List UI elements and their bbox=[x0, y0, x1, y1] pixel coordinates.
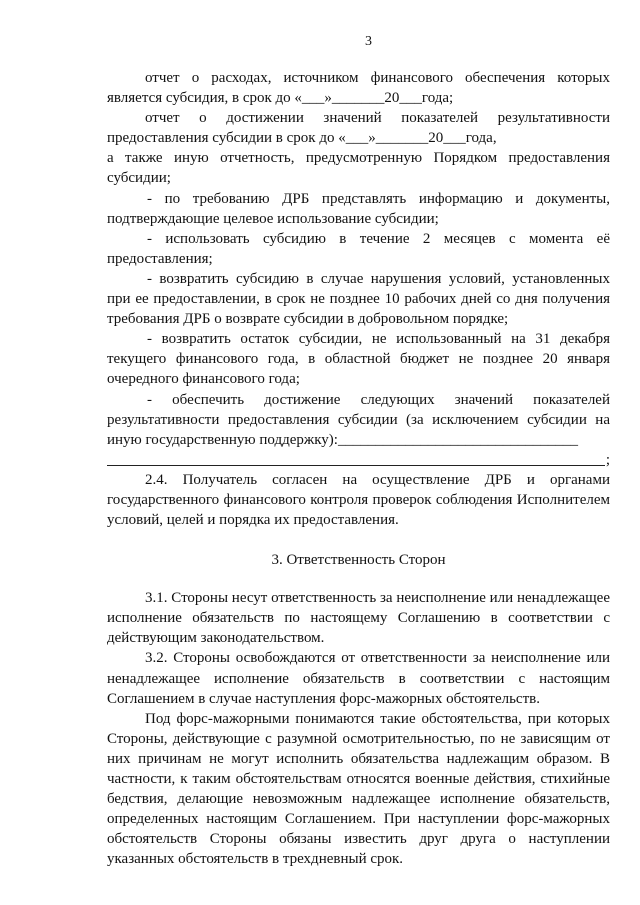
other-reporting-paragraph: а также иную отчетность, предусмотренную Порядком предоставления субсидии; bbox=[107, 150, 610, 187]
clause-3-2-paragraph: 3.2. Стороны освобождаются от ответственности за неисполнение или ненадлежащее исполнение обязательств в соответствии с настоящим Соглашением в случае наступления форс-мажорных обстоятельств. bbox=[107, 650, 610, 707]
use-subsidy-item: - использовать субсидию в течение 2 месяцев с момента её предоставления; bbox=[107, 230, 610, 267]
return-subsidy-item: - возвратить субсидию в случае нарушения условий, установленных при ее предоставлении, в срок не позднее 10 рабочих дней со дня получения требования ДРБ о возврате субсидии в добровольном порядке; bbox=[107, 270, 610, 328]
clause-2-4-paragraph: 2.4. Получатель согласен на осуществление ДРБ и органами государственного финансового контроля проверок соблюдения Исполнителем условий, целей и порядка их предоставления. bbox=[107, 471, 610, 528]
blank-underline bbox=[107, 465, 605, 466]
report-expenses-paragraph: отчет о расходах, источником финансового обеспечения которых является субсидия, в срок до «___»_______20___года; bbox=[107, 70, 610, 107]
ensure-indicators-item: - обеспечить достижение следующих значений показателей результативности предоставления субсидии (за исключением субсидии на иную государственную поддержку):________________________________ bbox=[107, 391, 610, 448]
section-heading: 3. Ответственность Сторон bbox=[271, 552, 446, 569]
fill-in-blank-line bbox=[107, 450, 610, 470]
return-remainder-item: - возвратить остаток субсидии, не использованный на 31 декабря текущего финансового года, в областной бюджет не позднее 20 января очередного финансового года; bbox=[107, 331, 610, 388]
force-majeure-paragraph: Под форс-мажорными понимаются такие обстоятельства, при которых Стороны, действующие с разумной осмотрительностью, по не зависящим от них причинам не могут исполнить обязательства надлежащим образом. В частности, к таким обстоятельствам относятся военные действия, стихийные бедствия, делающие невозможным надлежащее исполнение обязательств, определенных настоящим Соглашением. При наступлении форс-мажорных обстоятельств Стороны обязаны известить друг друга о наступлении указанных обстоятельств в трехдневный срок. bbox=[107, 710, 610, 868]
provide-documents-item: - по требованию ДРБ представлять информацию и документы, подтверждающие целевое использование субсидии; bbox=[107, 190, 610, 227]
report-results-paragraph: отчет о достижении значений показателей результативности предоставления субсидии в срок до «___»_______20___года, bbox=[107, 110, 610, 147]
blank-line-semicolon: ; bbox=[605, 451, 610, 468]
clause-3-1-paragraph: 3.1. Стороны несут ответственность за неисполнение или ненадлежащее исполнение обязательств по настоящему Соглашению в соответствии с действующим законодательством. bbox=[107, 590, 610, 647]
document-page bbox=[107, 34, 610, 869]
page-number: 3 bbox=[365, 34, 372, 49]
